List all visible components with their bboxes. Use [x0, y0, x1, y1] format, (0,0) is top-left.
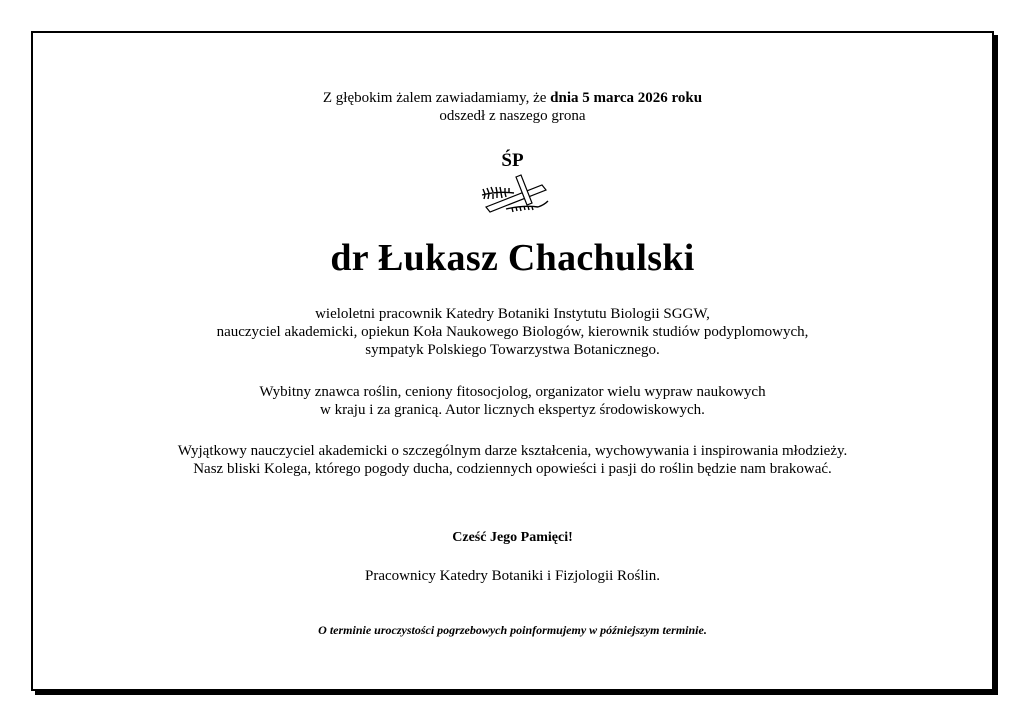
sp-abbreviation: ŚP: [501, 150, 524, 171]
expert-line: Wybitny znawca roślin, ceniony fitosocjolog, organizator wielu wypraw naukowych: [259, 384, 766, 400]
deceased-name: dr Łukasz Chachulski: [330, 237, 695, 279]
tribute-paragraph: [33, 442, 992, 478]
signature: Pracownicy Katedry Botaniki i Fizjologii Roślin.: [365, 568, 660, 584]
intro-text: Z głębokim żalem zawiadamiamy, że: [322, 90, 551, 106]
bio-paragraph: [33, 305, 992, 359]
intro-line-1: [33, 89, 992, 107]
memorial-motto: Cześć Jego Pamięci!: [452, 530, 573, 545]
bio-line: nauczyciel akademicki, opiekun Koła Naukowego Biologów, kierownik studiów podyplomowych,: [216, 324, 809, 340]
tribute-line: Wyjątkowy nauczyciel akademicki o szczególnym darze kształcenia, wychowywania i inspirowania młodzieży.: [177, 443, 848, 459]
intro-block: [33, 89, 992, 125]
obituary-notice: [31, 31, 994, 691]
tribute-line: Nasz bliski Kolega, którego pogody ducha, codziennych opowieści i pasji do roślin będzie nam brakować.: [193, 461, 832, 477]
bio-line: sympatyk Polskiego Towarzystwa Botanicznego.: [365, 342, 660, 358]
funeral-note: O terminie uroczystości pogrzebowych poinformujemy w późniejszym terminie.: [318, 623, 707, 637]
death-date: dnia 5 marca 2026 roku: [550, 90, 703, 106]
cross-with-palm-branches-icon: [476, 171, 556, 215]
bio-line: wieloletni pracownik Katedry Botaniki Instytutu Biologii SGGW,: [315, 306, 710, 322]
expert-line: w kraju i za granicą. Autor licznych ekspertyz środowiskowych.: [320, 402, 705, 418]
intro-line-2: odszedł z naszego grona: [439, 108, 586, 124]
expert-paragraph: [33, 383, 992, 419]
